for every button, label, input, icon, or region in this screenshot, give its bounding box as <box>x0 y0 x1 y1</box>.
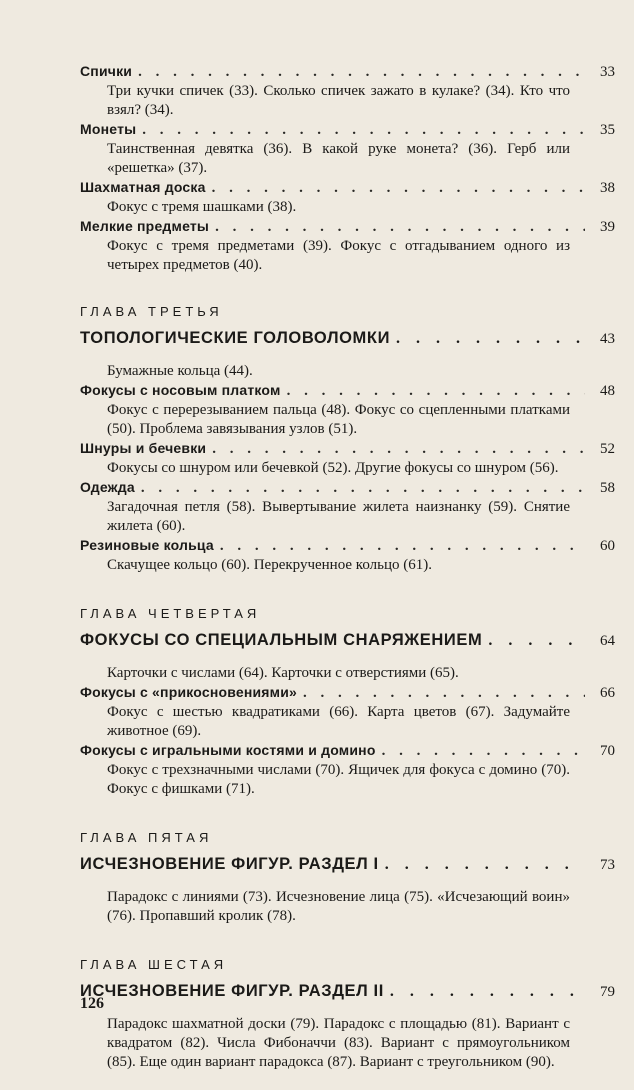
entry-title: Шнуры и бечевки <box>80 440 207 456</box>
entry-description: Фокус с перерезыванием пальца (48). Фокус со сцепленными платками (50). Проблема завязывания узлов (51). <box>107 402 570 437</box>
entry-page: 66 <box>600 685 615 701</box>
entry-title: Шахматная доска <box>80 179 206 195</box>
toc-entry-matches <box>80 62 615 82</box>
toc-entry-chessboard <box>80 178 615 198</box>
toc-entry-clothing <box>80 478 615 498</box>
chapter-label: ГЛАВА ЧЕТВЕРТАЯ <box>80 606 261 621</box>
chapter-intro: Парадокс шахматной доски (79). Парадокс с площадью (81). Вариант с квадратом (82). Числа Фибоначчи (83). Вариант с прямоугольником (85). Еще один вариант парадокса (87). Вариант с треугольником (90). <box>107 1016 570 1070</box>
toc-entry-coins <box>80 120 615 140</box>
toc-entry-cords <box>80 439 615 459</box>
chapter-intro: Бумажные кольца (44). <box>107 363 253 379</box>
entry-page: 39 <box>600 219 615 235</box>
chapter-label: ГЛАВА ПЯТАЯ <box>80 830 213 845</box>
entry-title: Фокусы с «прикосновениями» <box>80 684 298 700</box>
entry-title: Одежда <box>80 479 135 495</box>
entry-page: 33 <box>600 64 615 80</box>
entry-description: Скачущее кольцо (60). Перекрученное кольцо (61). <box>107 557 432 573</box>
chapter-heading <box>80 982 615 1001</box>
toc-entry-touches <box>80 683 615 703</box>
entry-title: Спички <box>80 63 133 79</box>
entry-description: Фокус с тремя шашками (38). <box>107 199 297 215</box>
entry-description: Таинственная девятка (36). В какой руке монета? (36). Герб или «решетка» (37). <box>107 141 570 176</box>
chapter-title: ИСЧЕЗНОВЕНИЕ ФИГУР. РАЗДЕЛ I <box>80 855 379 873</box>
chapter-page: 73 <box>600 857 615 873</box>
entry-title: Фокусы с носовым платком <box>80 382 281 398</box>
chapter-page: 64 <box>600 633 615 649</box>
toc-entry-rubber-bands <box>80 536 615 556</box>
table-of-contents <box>80 62 615 1072</box>
toc-entry-dice-domino <box>80 741 615 761</box>
entry-page: 70 <box>600 743 615 759</box>
entry-page: 48 <box>600 383 615 399</box>
entry-title: Резиновые кольца <box>80 537 214 553</box>
entry-description: Три кучки спичек (33). Сколько спичек зажато в кулаке? (34). Кто что взял? (34). <box>107 83 570 118</box>
chapter-page: 79 <box>600 984 615 1000</box>
chapter-label: ГЛАВА ТРЕТЬЯ <box>80 304 223 319</box>
chapter-intro: Карточки с числами (64). Карточки с отверстиями (65). <box>107 665 459 681</box>
entry-description: Фокусы со шнуром или бечевкой (52). Другие фокусы со шнуром (56). <box>107 460 559 476</box>
chapter-intro: Парадокс с линиями (73). Исчезновение лица (75). «Исчезающий воин» (76). Пропавший кролик (78). <box>107 889 570 924</box>
entry-title: Фокусы с игральными костями и домино <box>80 742 376 758</box>
entry-page: 60 <box>600 538 615 554</box>
chapter-heading <box>80 855 615 874</box>
chapter-title: ИСЧЕЗНОВЕНИЕ ФИГУР. РАЗДЕЛ II <box>80 982 384 1000</box>
page-number: 126 <box>80 995 104 1012</box>
entry-page: 58 <box>600 480 615 496</box>
entry-description: Фокус с трехзначными числами (70). Ящичек для фокуса с домино (70). Фокус с фишками (71). <box>107 762 570 797</box>
chapter-heading <box>80 329 615 348</box>
chapter-page: 43 <box>600 331 615 347</box>
chapter-title: ТОПОЛОГИЧЕСКИЕ ГОЛОВОЛОМКИ <box>80 329 391 347</box>
entry-page: 35 <box>600 122 615 138</box>
toc-entry-handkerchief <box>80 381 615 401</box>
entry-title: Мелкие предметы <box>80 218 210 234</box>
chapter-label: ГЛАВА ШЕСТАЯ <box>80 957 228 972</box>
entry-description: Фокус с тремя предметами (39). Фокус с отгадыванием одного из четырех предметов (40). <box>107 238 570 273</box>
entry-title: Монеты <box>80 121 137 137</box>
entry-description: Фокус с шестью квадратиками (66). Карта цветов (67). Задумайте животное (69). <box>107 704 570 739</box>
entry-page: 38 <box>600 180 615 196</box>
toc-entry-small-objects <box>80 217 615 237</box>
chapter-heading <box>80 631 615 650</box>
entry-page: 52 <box>600 441 615 457</box>
chapter-title: ФОКУСЫ СО СПЕЦИАЛЬНЫМ СНАРЯЖЕНИЕМ <box>80 631 483 649</box>
entry-description: Загадочная петля (58). Вывертывание жилета наизнанку (59). Снятие жилета (60). <box>107 499 570 534</box>
